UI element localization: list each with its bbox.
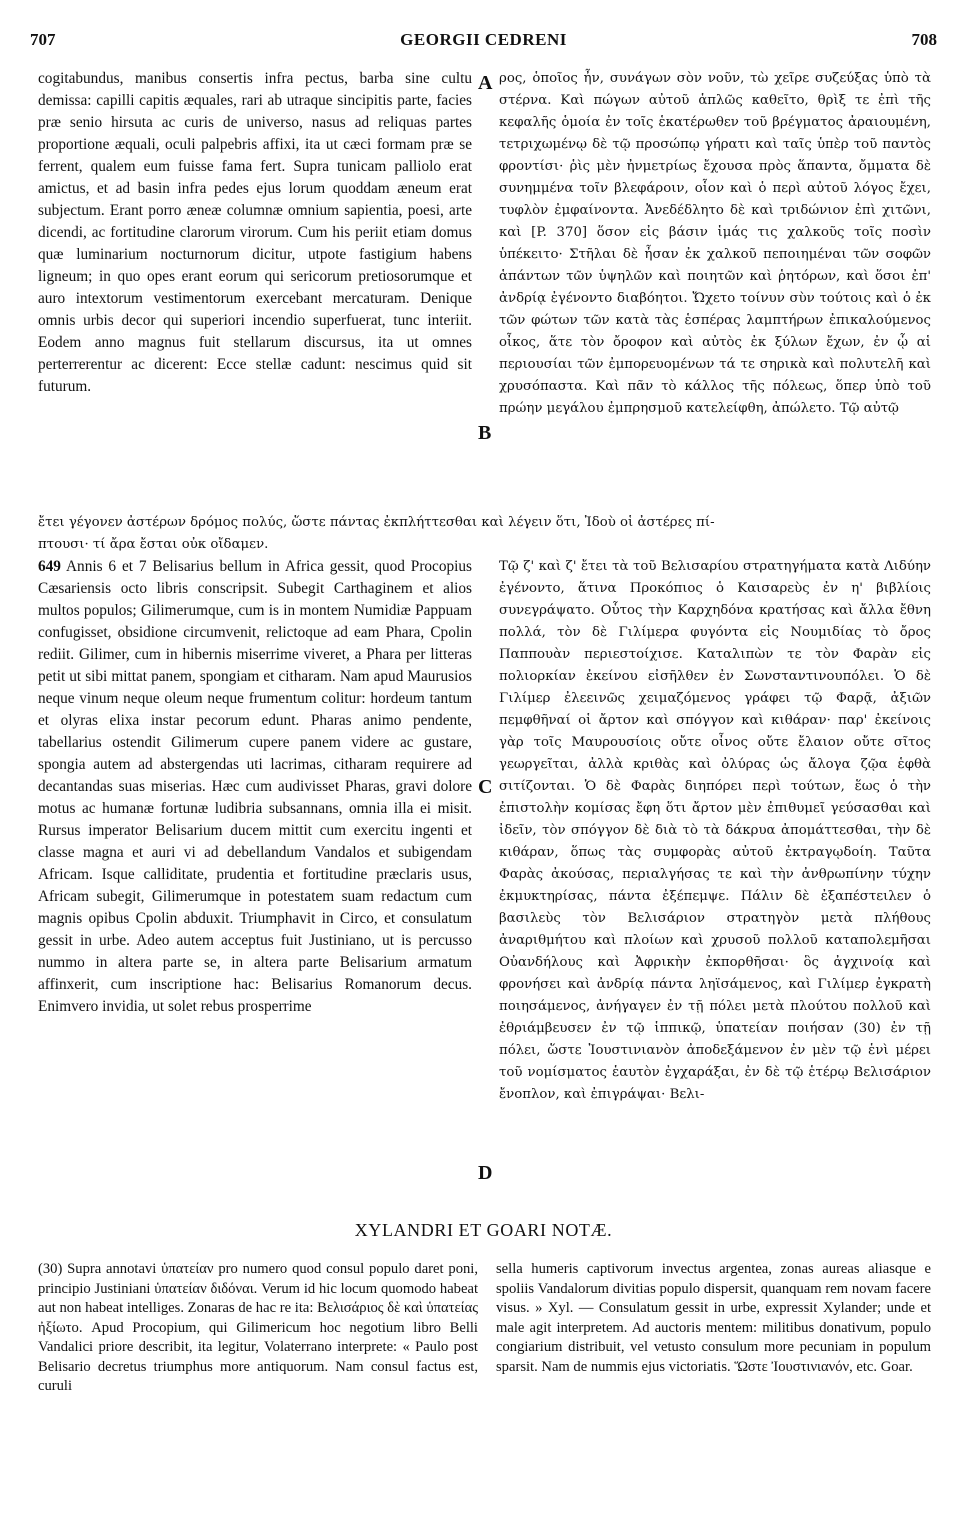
greek-column-top: ρος, ὁποῖος ἦν, συνάγων σὸν νοῦν, τὼ χεῖρε συζεύξας ὑπὸ τὰ στέρνα. Καὶ πώγων αὐτοῦ ἁπλῶς καθεῖτο, θρὶξ τε ἐπὶ τῆς κεφαλῆς ὁμοία ἐν τοῖς ἑκατέρωθεν τοῦ βρέγματος ἀραιουμένη, τετριχωμένῳ δὲ τῷ προσώπῳ γήρατι καὶ ταῖς ὑπὲρ τοῦ παντὸς φροντίσι· ῥὶς μὲν ἠνμετρίως ἔχουσα πρὸς ἅπαντα, ὄμματα δὲ συνημμένα τοῖν βλεφάροιν, οἷον καὶ ὁ περὶ αὐτοῦ λόγος ἔχει, τυφλὸν ἐμφαίνοντα. Ἀνεδέδλητο δὲ καὶ τριδώνιον ἐπὶ χιτῶνι, καὶ [P. 370] ὅσον εἰς βάσιν ἱμάς τις χαλκοῦς τοῖς ποσὶν ὑπέκειτο· Στῆλαι δὲ ἦσαν ἐκ χαλκοῦ πεποιημέναι τῶν σοφῶν ἁπάντων τῶν ὑψηλῶν καὶ ποιητῶν καὶ ῥητόρων, καὶ ὅσοι ἐπ' ἀνδρίᾳ ἐγένοντο διαβόητοι. Ὤχετο τοίνυν σὺν τούτοις καὶ ὁ ἐκ τῶν φώτων τῶν κατὰ τὰς ἑσπέρας λαμπτήρων ἐπικαλούμενος οἶκος, ἅτε τὸν ὄροφον καὶ αὐτὸς ἐκ ξύλων ἔχων, ἐν ᾧ αἱ περιουσίαι τῶν ἐμπορευομένων τά τε σηρικὰ καὶ πολυτελῆ καὶ χρυσόπαστα. Καὶ πᾶν τὸ κάλλος τῆς πόλεως, ὅπερ ὑπὸ τοῦ πρώην μεγάλου ἐμπρησμοῦ κατελείφθη, ἀπώλετο. Τῷ αὐτῷ xyxy=(499,71,931,416)
greek-bridge-line-2: πτουσι· τί ἄρα ἔσται οὐκ οἴδαμεν. xyxy=(38,537,269,552)
notes-title: XYLANDRI ET GOARI NOTÆ. xyxy=(354,1220,613,1240)
running-title: GEORGII CEDRENI xyxy=(400,30,567,49)
margin-letter-b: B xyxy=(478,422,492,444)
margin-letter-d: D xyxy=(478,1162,493,1184)
latin-section-649-text: Annis 6 et 7 Belisarius bellum in Africa gessit, quod Procopius Cæsariensis octo libris conscripsit. Subegit Carthaginem et alios multos populos; Gilimerumque, cum is in montem Numidiæ Pappuam confugisset, obsidione circumvenit, relictoque ad eam Phara, Cpolin rediit. Gilimer, cum in hibernis miserrime viveret, a Phara per litteras petit ut sibi mittat panem, spongiam et citharam. Nam apud Maurusios neque vinum neque oleum neque frumentum colitur: hordeum tantum et olyras elixa instar pecorum edunt. Pharas animo pendente, tabellarius ostendit Gilimerum cupere panem videre ac gustare, spongia autem ad abstergendas uti lacrimas, citharam requirere ad decantandas suas miserias. Hæc cum audivisset Pharas, gravi dolore motus ac humanæ fortunæ ludibria subsannans, omnia illa ei misit. Rursus imperator Belisarium ducem mittit cum exercitu ingenti et classe magna et auri vi ad debellandum Vandalos et subigendam Africam. Isque calliditate, prudentia et fortitudine præclaris usus, Africam subegit, Gilimerumque in potestatem suam redactum cum magnis opibus Cpolin abduxit. Triumphavit in Circo, et consulatum gessit in urbe. Adeo autem acceptus fuit Justiniano, ut is percusso nummo in altera parte se, in altera parte Belisarium armatum affinxerit, cum inscriptione hac: Belisarius Romanorum decus. Enimvero invidia, ut solet rebus prosperrime xyxy=(38,558,472,1015)
note-right-column: sella humeris captivorum invectus argentea, zonas aureas aliasque e spoliis Vandalorum divitias populo dispersit, quanquam rem novam facere visus. » Xyl. — Consulatum gessit in urbe, expressit Xylander; unde et male agit interpretem. Ad auctoris mentem: militibus donativum, populo congiarium distribuit, vel vetusto consulum more pecuniam in populum sparsit. Nam de nummis ejus victoriatis. Ὥστε Ἰουστινιανόν, etc. Goar. xyxy=(496,1261,931,1375)
right-page-number: 708 xyxy=(911,30,937,49)
section-number: 649 xyxy=(38,558,61,575)
page-header xyxy=(30,30,937,56)
latin-column-top: cogitabundus, manibus consertis infra pectus, barba sine cultu demissa: capilli capitis æquales, rari ab utraque sincipitis parte, facies præ senio hirsuta ac curis de universo, nasus ad reliquas partes proportione æquali, oculi palpebris affixi, ita ut cæci formam præ se ferrent, qualem eum fuisse fama fert. Supra tunicam palliolo erat amictus, et ad basin infra pedes ejus lorum quoddam æneum erat subjectum. Erant porro æneæ columnæ omnium sapientia, poesi, arte dicendi, ac fortitudine clarorum virorum. Cum his periit etiam domus quæ luminarium nocturnorum dicitur, utpote fastigium habens ligneum; in quo opes erant eorum qui sericorum pretiosorumque et auro intextorum vestimentorum exercebant mercaturam. Denique omnis urbis decor qui superiori incendio superfuerat, tunc interiit. Eodem anno magnus fuit stellarum discursus, ita ut omnes perterrerentur ac dicerent: Ecce stellæ cadunt: nescimus quid sit futurum. xyxy=(38,70,472,395)
latin-section-649 xyxy=(38,556,472,1018)
note-left-column: (30) Supra annotavi ὑπατείαν pro numero quod consul populo daret poni, principio Justiniani ὑπατείαν διδόναι. Verum id hic locum quomodo habeat aut non habeat intelliges. Zonaras de hac re ita: Βελισάριος δὲ καὶ ὑπατείας ἠξίωτο. Apud Procopium, qui Gilimericum hoc negotium libro Belli Vandalici priore describit, ita legitur, Volaterrano interprete: « Paulo post Belisario decretus triumphus more antiquorum. Nam consul factus est, curuli xyxy=(38,1261,478,1394)
greek-bridge-line: ἔτει γέγονεν ἀστέρων δρόμος πολύς, ὥστε πάντας ἐκπλήττεσθαι καὶ λέγειν ὅτι, Ἰδοὺ οἱ ἀστέρες πί- xyxy=(38,515,715,530)
left-page-number: 707 xyxy=(30,30,56,49)
greek-section-649: Τῷ ζ' καὶ ζ' ἔτει τὰ τοῦ Βελισαρίου στρατηγήματα κατὰ Λιδύην ἐγένοντο, ἅτινα Προκόπιος ὁ Καισαρεὺς ἐν η' βιβλίοις συνεγράψατο. Οὗτος τὴν Καρχηδόνα κρατήσας καὶ ἄλλα ἔθνη πολλά, τὸν δὲ Γιλίμερα φυγόντα εἰς Νουμιδίας τὸ ὄρος Παππουὰν περιεστοίχισε. Καταλιπὼν τε τὸν Φαρὰν εἰς πολιορκίαν ἐκείνου εἰσῆλθεν ἐν Σωνσταντινουπόλει. Ὁ δὲ Γιλίμερ ἐλεεινῶς χειμαζόμενος γράφει τῷ Φαρᾷ, ἀξιῶν πεμφθῆναί οἱ ἄρτον καὶ σπόγγον καὶ κιθάραν· παρ' ἐκείνοις γὰρ τοῖς Μαυρουσίοις οὔτε οἶνος οὔτε ἔλαιον οὔτε σῖτος γεωργεῖται, ἀλλὰ κριθὰς καὶ ὀλύρας ὡς ἄλογα ζῷα ἑφθὰ σιτίζονται. Ὁ δὲ Φαρὰς διηπόρει περὶ τούτων, ἕως ὁ τὴν ἐπιστολὴν κομίσας ἔφη ὅτι ἄρτον μὲν ἐπιθυμεῖ γεύσασθαι καὶ ἰδεῖν, τὸν σπόγγον δὲ διὰ τὸ τὰ δάκρυα ἀπομάττεσθαι, τὴν δὲ κιθάραν, ὅπως τὰς συμφορὰς αὐτοῦ ἐκτραγῳδοίη. Ταῦτα Φαρὰς ἀκούσας, περιαλγήσας τε καὶ τὴν ἀνθρωπίνην τύχην ἐκμυκτηρίσας, πάντα ἐξέπεμψε. Πάλιν δὲ ἐξαπέστειλεν ὁ βασιλεὺς τὸν Βελισάριον στρατηγὸν μετὰ πλήθους ἀναριθμήτου καὶ πλοίων καὶ χρυσοῦ πολλοῦ καταπολεμῆσαι Οὐανδήλους καὶ Ἀφρικὴν ἐκπορθῆσαι· ὃς ἀγχινοίᾳ καὶ φρονήσει καὶ ἀνδρίᾳ πάντα ληϊσάμενος, καὶ Γιλίμερ ἐγκρατὴ ποιησάμενος, ἀνήγαγεν ἐν τῇ πόλει μετὰ πλούτου πολλοῦ καὶ ἐθριάμβευσεν ἐν τῷ ἱππικῷ, ὑπατείαν ποιήσαν (30) ἐν τῇ πόλει, ὥστε Ἰουστινιανὸν ἀποδεξάμενον ἐν μὲν τῷ ἑνὶ μέρει τοῦ νομίσματος ἑαυτὸν ἐγχαράξαι, ἐν δὲ τῷ ἑτέρῳ Βελισάριον ἔνοπλον, καὶ ἐπιγράψαι· Βελι- xyxy=(499,559,931,1102)
margin-letter-a: A xyxy=(478,72,493,94)
margin-letter-c: C xyxy=(478,776,493,798)
